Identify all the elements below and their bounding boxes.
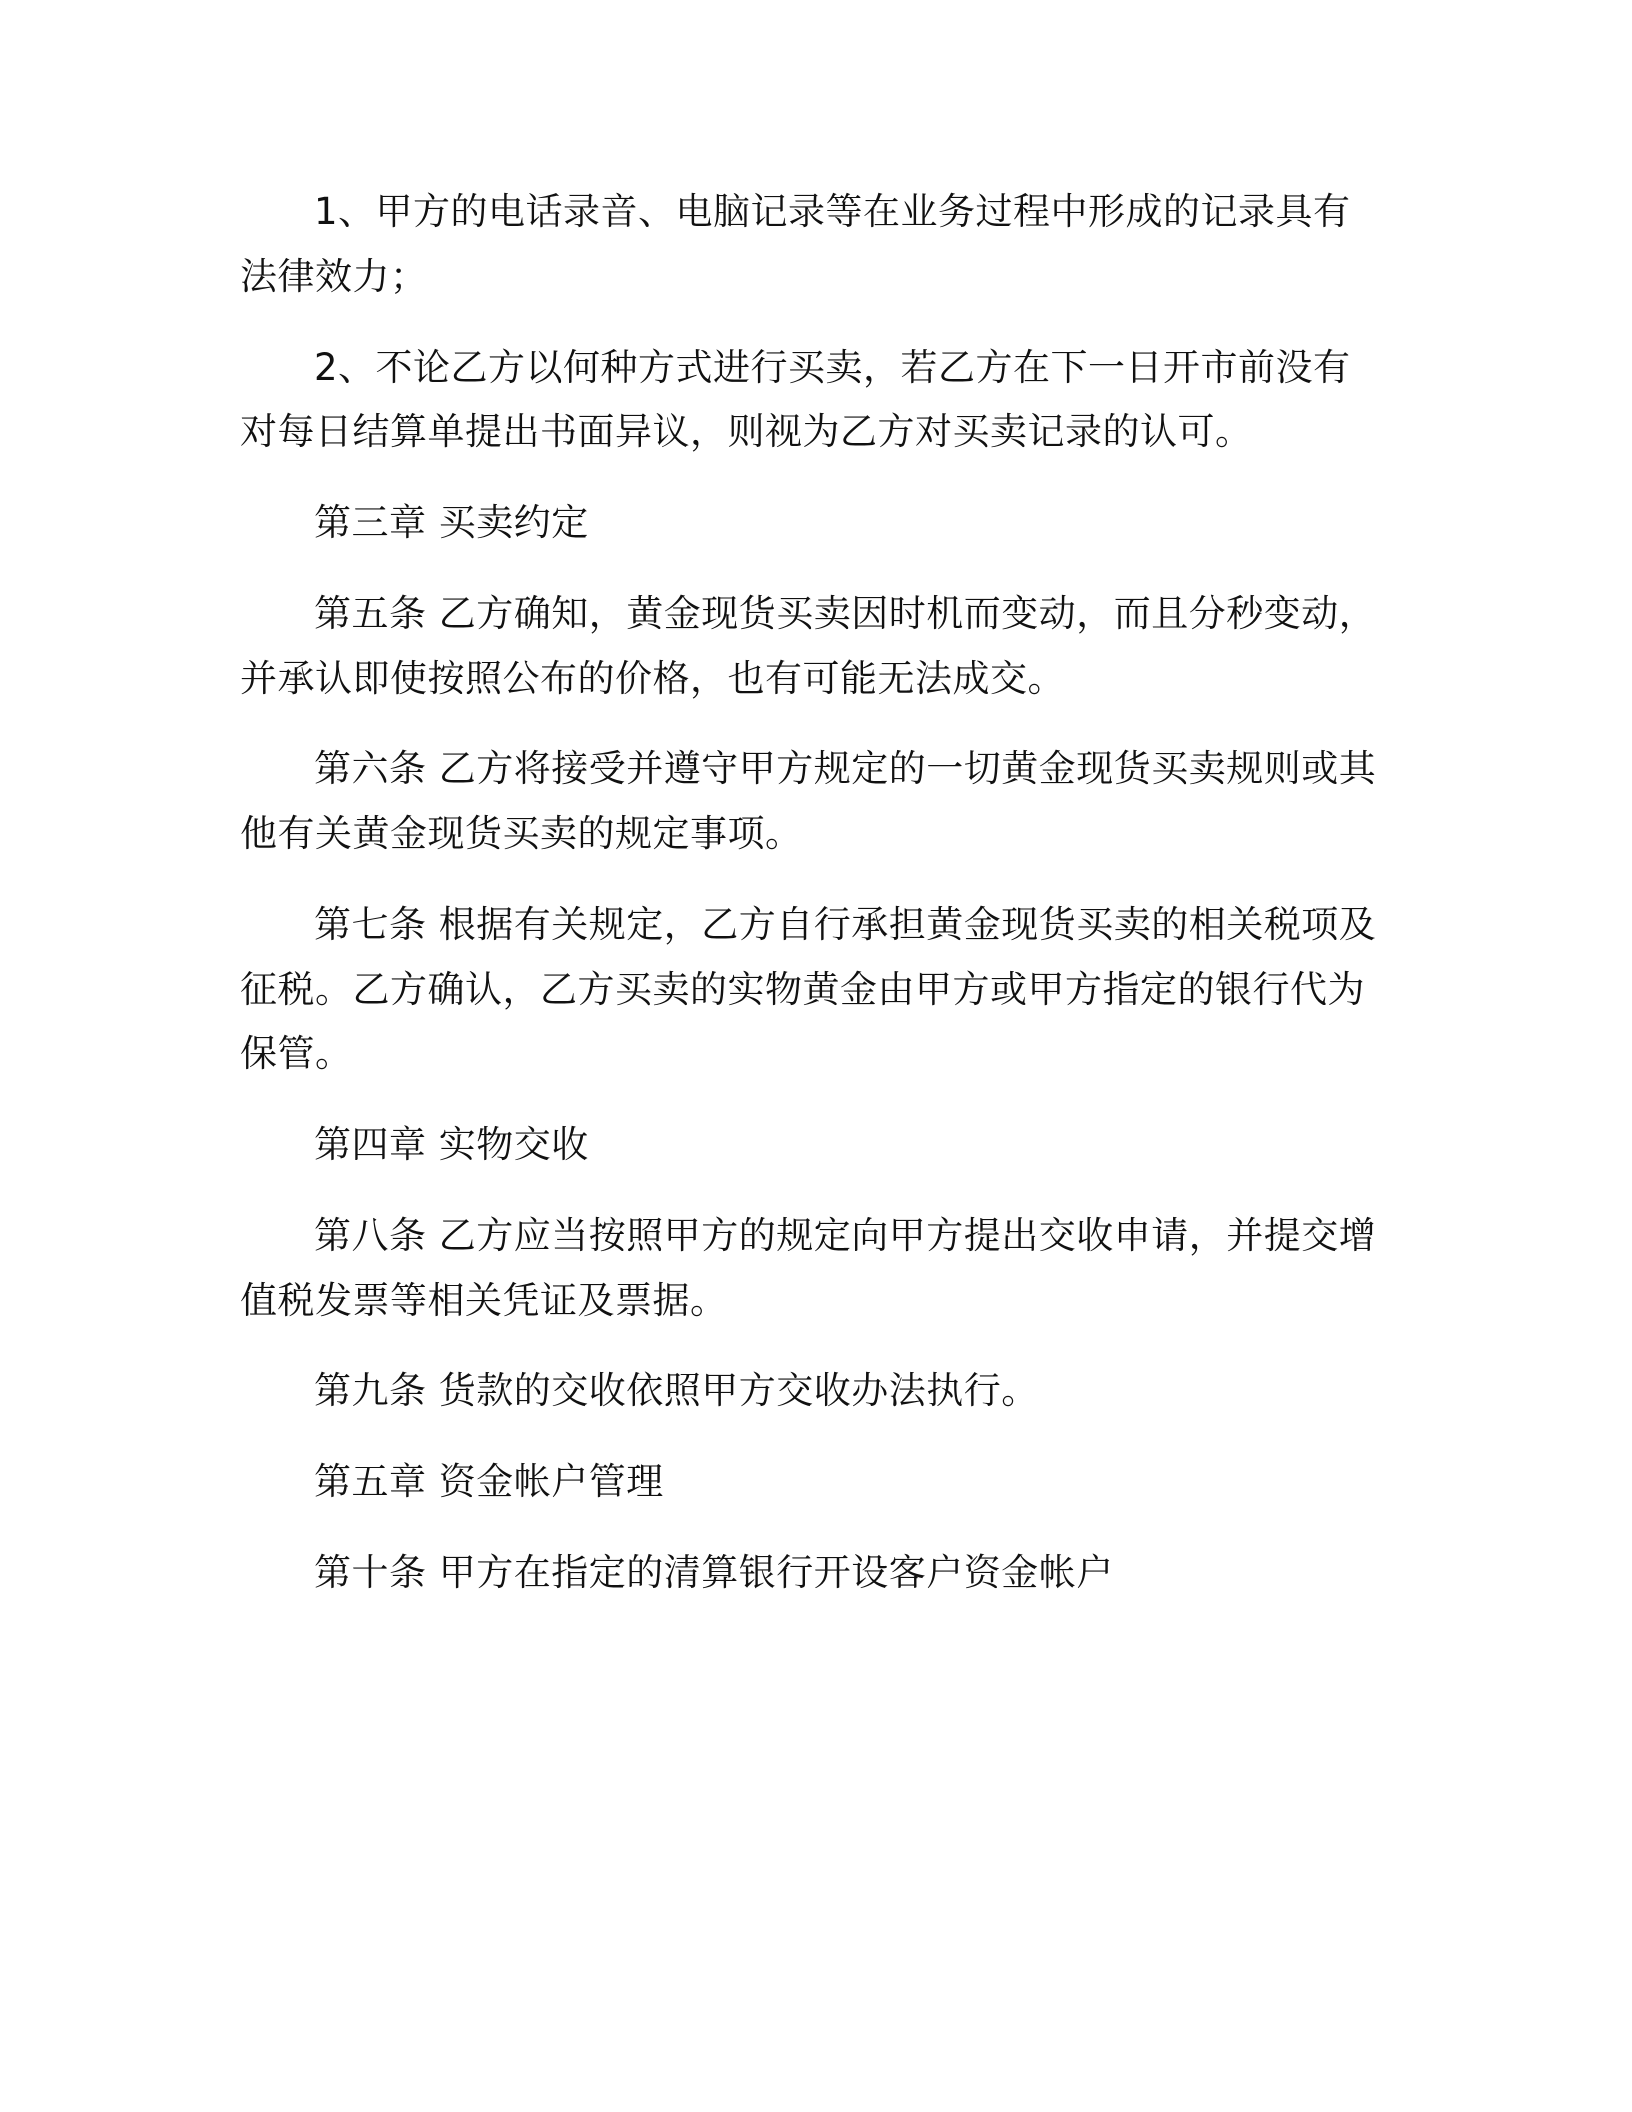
article-6: 第六条 乙方将接受并遵守甲方规定的一切黄金现货买卖规则或其他有关黄金现货买卖的规定事项。 <box>240 747 1377 855</box>
article-5: 第五条 乙方确知，黄金现货买卖因时机而变动，而且分秒变动，并承认即使按照公布的价格，也有可能无法成交。 <box>240 591 1377 700</box>
article-9: 第九条 货款的交收依照甲方交收办法执行。 <box>314 1369 1039 1413</box>
clause-2-settlement-objection: 2、不论乙方以何种方式进行买卖，若乙方在下一日开市前没有对每日结算单提出书面异议，则视为乙方对买卖记录的认可。 <box>240 345 1351 454</box>
chapter-3-heading: 第三章 买卖约定 <box>314 501 589 544</box>
clause-1-recordings: 1、甲方的电话录音、电脑记录等在业务过程中形成的记录具有法律效力； <box>240 190 1351 298</box>
article-8: 第八条 乙方应当按照甲方的规定向甲方提出交收申请，并提交增值税发票等相关凭证及票据。 <box>240 1213 1377 1322</box>
chapter-4-heading: 第四章 实物交收 <box>314 1123 589 1166</box>
chapter-5-heading: 第五章 资金帐户管理 <box>314 1460 664 1503</box>
document-body <box>240 180 1380 1632</box>
article-10: 第十条 甲方在指定的清算银行开设客户资金帐户 <box>314 1550 1114 1594</box>
article-7: 第七条 根据有关规定，乙方自行承担黄金现货买卖的相关税项及征税。乙方确认，乙方买卖的实物黄金由甲方或甲方指定的银行代为保管。 <box>240 902 1377 1076</box>
